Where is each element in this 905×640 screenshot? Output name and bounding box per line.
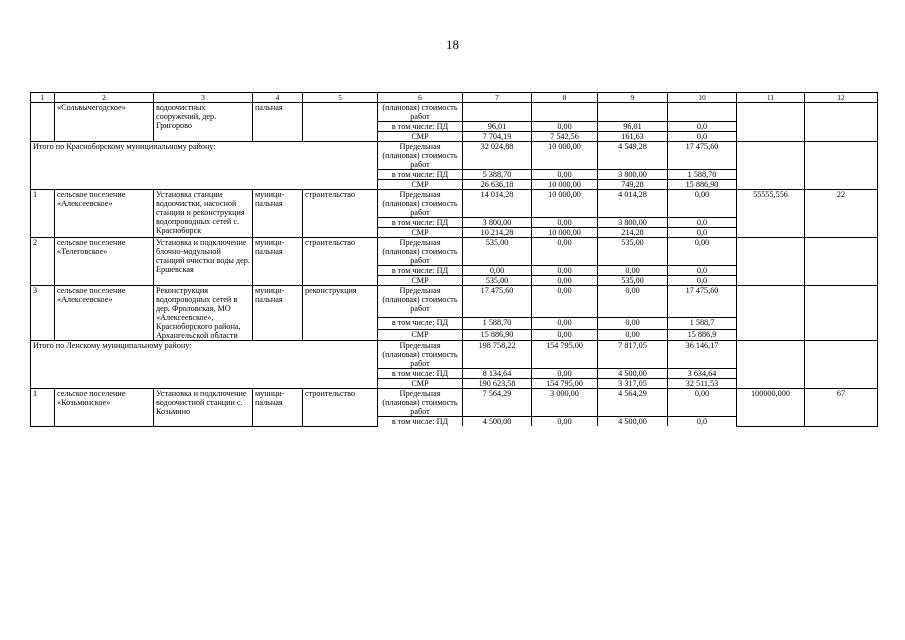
value-cell-c9: 535,00 (598, 276, 668, 286)
value-cell-c9: 214,28 (598, 228, 668, 238)
object-cell: Установка и подключение блочно-модульной станций очистки воды дер. Ершевская (154, 238, 253, 286)
value-cell-c9: 0,00 (598, 266, 668, 276)
value-cell-c10: 0,0 (668, 132, 737, 142)
col12-cell: 67 (805, 389, 878, 427)
capacity-cell (737, 341, 805, 389)
col12-cell: 22 (805, 190, 878, 238)
column-number-12: 12 (805, 93, 878, 103)
value-cell-c8: 0,00 (532, 286, 598, 318)
total-row (31, 341, 878, 369)
cost-type-cell: СМР (378, 329, 463, 340)
col12-cell (805, 142, 878, 190)
value-cell-c10: 3 634,64 (668, 369, 737, 379)
value-cell-c9: 161,63 (598, 132, 668, 142)
total-label-cell: Итого по Красноборскому муниципальному району: (31, 142, 378, 190)
work-type-cell: строительство (303, 389, 378, 427)
value-cell-c10: 15 886,9 (668, 329, 737, 340)
value-cell-c8: 3 000,00 (532, 389, 598, 417)
value-cell-c10: 1 588,7 (668, 318, 737, 329)
object-cell: водоочистных сооружений, дер. Григорово (154, 103, 253, 142)
work-type-cell: реконструкция (303, 286, 378, 341)
total-row (31, 142, 878, 170)
value-cell-c10: 0,00 (668, 389, 737, 417)
object-cell: Установка и подключение водоочистной станции с. Козьмино (154, 389, 253, 427)
row-number-cell: 1 (31, 389, 55, 427)
value-cell-c10: 15 886,90 (668, 180, 737, 190)
value-cell-c7 (463, 103, 532, 122)
column-number-8: 8 (532, 93, 598, 103)
total-label-cell: Итого по Ленскому муниципальному району: (31, 341, 378, 389)
value-cell-c8: 7 542,56 (532, 132, 598, 142)
settlement-cell: «Сольвычегодское» (55, 103, 154, 142)
value-cell-c10 (668, 103, 737, 122)
value-cell-c8: 0,00 (532, 266, 598, 276)
column-number-4: 4 (253, 93, 303, 103)
value-cell-c9: 0,00 (598, 286, 668, 318)
value-cell-c10: 17 475,60 (668, 286, 737, 318)
value-cell-c8: 10 000,00 (532, 190, 598, 218)
value-cell-c9: 0,00 (598, 329, 668, 340)
value-cell-c7: 10 214,28 (463, 228, 532, 238)
value-cell-c7: 14 014,28 (463, 190, 532, 218)
value-cell-c9: 535,00 (598, 238, 668, 266)
value-cell-c10: 0,0 (668, 266, 737, 276)
value-cell-c10: 0,00 (668, 190, 737, 218)
value-cell-c7: 26 636,18 (463, 180, 532, 190)
cost-type-cell: Предельная (плановая) стоимость работ (378, 286, 463, 318)
value-cell-c7: 0,00 (463, 266, 532, 276)
object-cell: Установка станции водоочистки, насосной станции и реконструкция водопроводных сетей с. Красноборск (154, 190, 253, 238)
page-number: 18 (446, 37, 459, 52)
row-number-cell: 3 (31, 286, 55, 341)
value-cell-c7: 7 564,29 (463, 389, 532, 417)
settlement-cell: сельское поселение «Телеговское» (55, 238, 154, 286)
settlement-cell: сельское поселение «Алексеевское» (55, 190, 154, 238)
value-cell-c9: 4 564,29 (598, 389, 668, 417)
value-cell-c7: 7 704,19 (463, 132, 532, 142)
value-cell-c10: 0,0 (668, 417, 737, 427)
value-cell-c8: 0,00 (532, 318, 598, 329)
cost-type-cell: в том числе: ПД (378, 170, 463, 180)
value-cell-c10: 36 146,17 (668, 341, 737, 369)
cost-type-cell: СМР (378, 276, 463, 286)
col12-cell (805, 103, 878, 142)
table-row (31, 103, 878, 122)
col12-cell (805, 341, 878, 389)
value-cell-c10: 0,0 (668, 228, 737, 238)
column-number-3: 3 (154, 93, 253, 103)
cost-type-cell: в том числе: ПД (378, 369, 463, 379)
value-cell-c7: 535,00 (463, 238, 532, 266)
value-cell-c7: 96,01 (463, 122, 532, 132)
table-row (31, 190, 878, 218)
value-cell-c10: 1 588,70 (668, 170, 737, 180)
investment-table (30, 92, 878, 427)
row-number-cell: 1 (31, 190, 55, 238)
value-cell-c8: 10 000,00 (532, 228, 598, 238)
ownership-cell: муници-пальная (253, 238, 303, 286)
value-cell-c7: 190 623,58 (463, 379, 532, 389)
capacity-cell: 100000,000 (737, 389, 805, 427)
value-cell-c8: 10 000,00 (532, 142, 598, 170)
table-row (31, 238, 878, 266)
value-cell-c8 (532, 103, 598, 122)
column-number-2: 2 (55, 93, 154, 103)
ownership-cell: муници-пальная (253, 389, 303, 427)
value-cell-c8: 154 795,00 (532, 341, 598, 369)
capacity-cell (737, 286, 805, 341)
cost-type-cell: в том числе: ПД (378, 318, 463, 329)
value-cell-c8: 0,00 (532, 170, 598, 180)
settlement-cell: сельское поселение «Алексеевское» (55, 286, 154, 341)
settlement-cell: сельское поселение «Козьминское» (55, 389, 154, 427)
cost-type-cell: СМР (378, 228, 463, 238)
table-row (31, 389, 878, 417)
cost-type-cell: в том числе: ПД (378, 266, 463, 276)
work-type-cell: строительство (303, 238, 378, 286)
cost-type-cell: Предельная (плановая) стоимость работ (378, 238, 463, 266)
value-cell-c10: 0,00 (668, 238, 737, 266)
column-number-5: 5 (303, 93, 378, 103)
capacity-cell: 55555,556 (737, 190, 805, 238)
value-cell-c9: 3 800,00 (598, 170, 668, 180)
value-cell-c9: 7 817,05 (598, 341, 668, 369)
value-cell-c9: 3 800,00 (598, 218, 668, 228)
value-cell-c9: 4 500,00 (598, 417, 668, 427)
ownership-cell: пальная (253, 103, 303, 142)
value-cell-c10: 0,0 (668, 122, 737, 132)
value-cell-c7: 17 475,60 (463, 286, 532, 318)
value-cell-c8: 0,00 (532, 238, 598, 266)
value-cell-c8: 0,00 (532, 369, 598, 379)
table-row (31, 286, 878, 318)
col12-cell (805, 286, 878, 341)
value-cell-c8: 0,00 (532, 329, 598, 340)
value-cell-c8: 0,00 (532, 417, 598, 427)
cost-type-cell: Предельная (плановая) стоимость работ (378, 190, 463, 218)
value-cell-c9: 4 500,00 (598, 369, 668, 379)
cost-type-cell: в том числе: ПД (378, 417, 463, 427)
row-number-cell: 2 (31, 238, 55, 286)
value-cell-c7: 15 886,90 (463, 329, 532, 340)
cost-type-cell: в том числе: ПД (378, 122, 463, 132)
value-cell-c8: 154 795,00 (532, 379, 598, 389)
capacity-cell (737, 142, 805, 190)
value-cell-c8: 0,00 (532, 276, 598, 286)
value-cell-c7: 1 588,70 (463, 318, 532, 329)
value-cell-c8: 0,00 (532, 218, 598, 228)
ownership-cell: муници-пальная (253, 286, 303, 341)
cost-type-cell: Предельная (плановая) стоимость работ (378, 341, 463, 369)
value-cell-c7: 5 388,70 (463, 170, 532, 180)
value-cell-c10: 0,0 (668, 276, 737, 286)
object-cell: Реконструкция водопроводных сетей в дер. Фроловская, МО «Алексеевское», Красноборского района, Архангельской области (154, 286, 253, 341)
value-cell-c7: 4 500,00 (463, 417, 532, 427)
column-number-row (31, 93, 878, 103)
value-cell-c10: 17 475,60 (668, 142, 737, 170)
cost-type-cell: Предельная (плановая) стоимость работ (378, 142, 463, 170)
value-cell-c9: 96,01 (598, 122, 668, 132)
value-cell-c7: 535,00 (463, 276, 532, 286)
value-cell-c7: 3 800,00 (463, 218, 532, 228)
value-cell-c8: 10 000,00 (532, 180, 598, 190)
cost-type-cell: (плановая) стоимость работ (378, 103, 463, 122)
column-number-10: 10 (668, 93, 737, 103)
value-cell-c7: 8 134,64 (463, 369, 532, 379)
value-cell-c9: 4 014,28 (598, 190, 668, 218)
capacity-cell (737, 238, 805, 286)
col12-cell (805, 238, 878, 286)
row-number-cell (31, 103, 55, 142)
work-type-cell: строительство (303, 190, 378, 238)
column-number-6: 6 (378, 93, 463, 103)
value-cell-c7: 198 758,22 (463, 341, 532, 369)
ownership-cell: муници-пальная (253, 190, 303, 238)
value-cell-c9: 3 317,05 (598, 379, 668, 389)
cost-type-cell: в том числе: ПД (378, 218, 463, 228)
cost-type-cell: СМР (378, 132, 463, 142)
value-cell-c9: 0,00 (598, 318, 668, 329)
cost-type-cell: Предельная (плановая) стоимость работ (378, 389, 463, 417)
value-cell-c7: 32 024,88 (463, 142, 532, 170)
column-number-9: 9 (598, 93, 668, 103)
column-number-11: 11 (737, 93, 805, 103)
value-cell-c8: 0,00 (532, 122, 598, 132)
capacity-cell (737, 103, 805, 142)
value-cell-c10: 32 511,53 (668, 379, 737, 389)
value-cell-c10: 0,0 (668, 218, 737, 228)
cost-type-cell: СМР (378, 379, 463, 389)
value-cell-c9: 749,28 (598, 180, 668, 190)
value-cell-c9: 4 549,28 (598, 142, 668, 170)
column-number-7: 7 (463, 93, 532, 103)
value-cell-c9 (598, 103, 668, 122)
cost-type-cell: СМР (378, 180, 463, 190)
column-number-1: 1 (31, 93, 55, 103)
work-type-cell (303, 103, 378, 142)
